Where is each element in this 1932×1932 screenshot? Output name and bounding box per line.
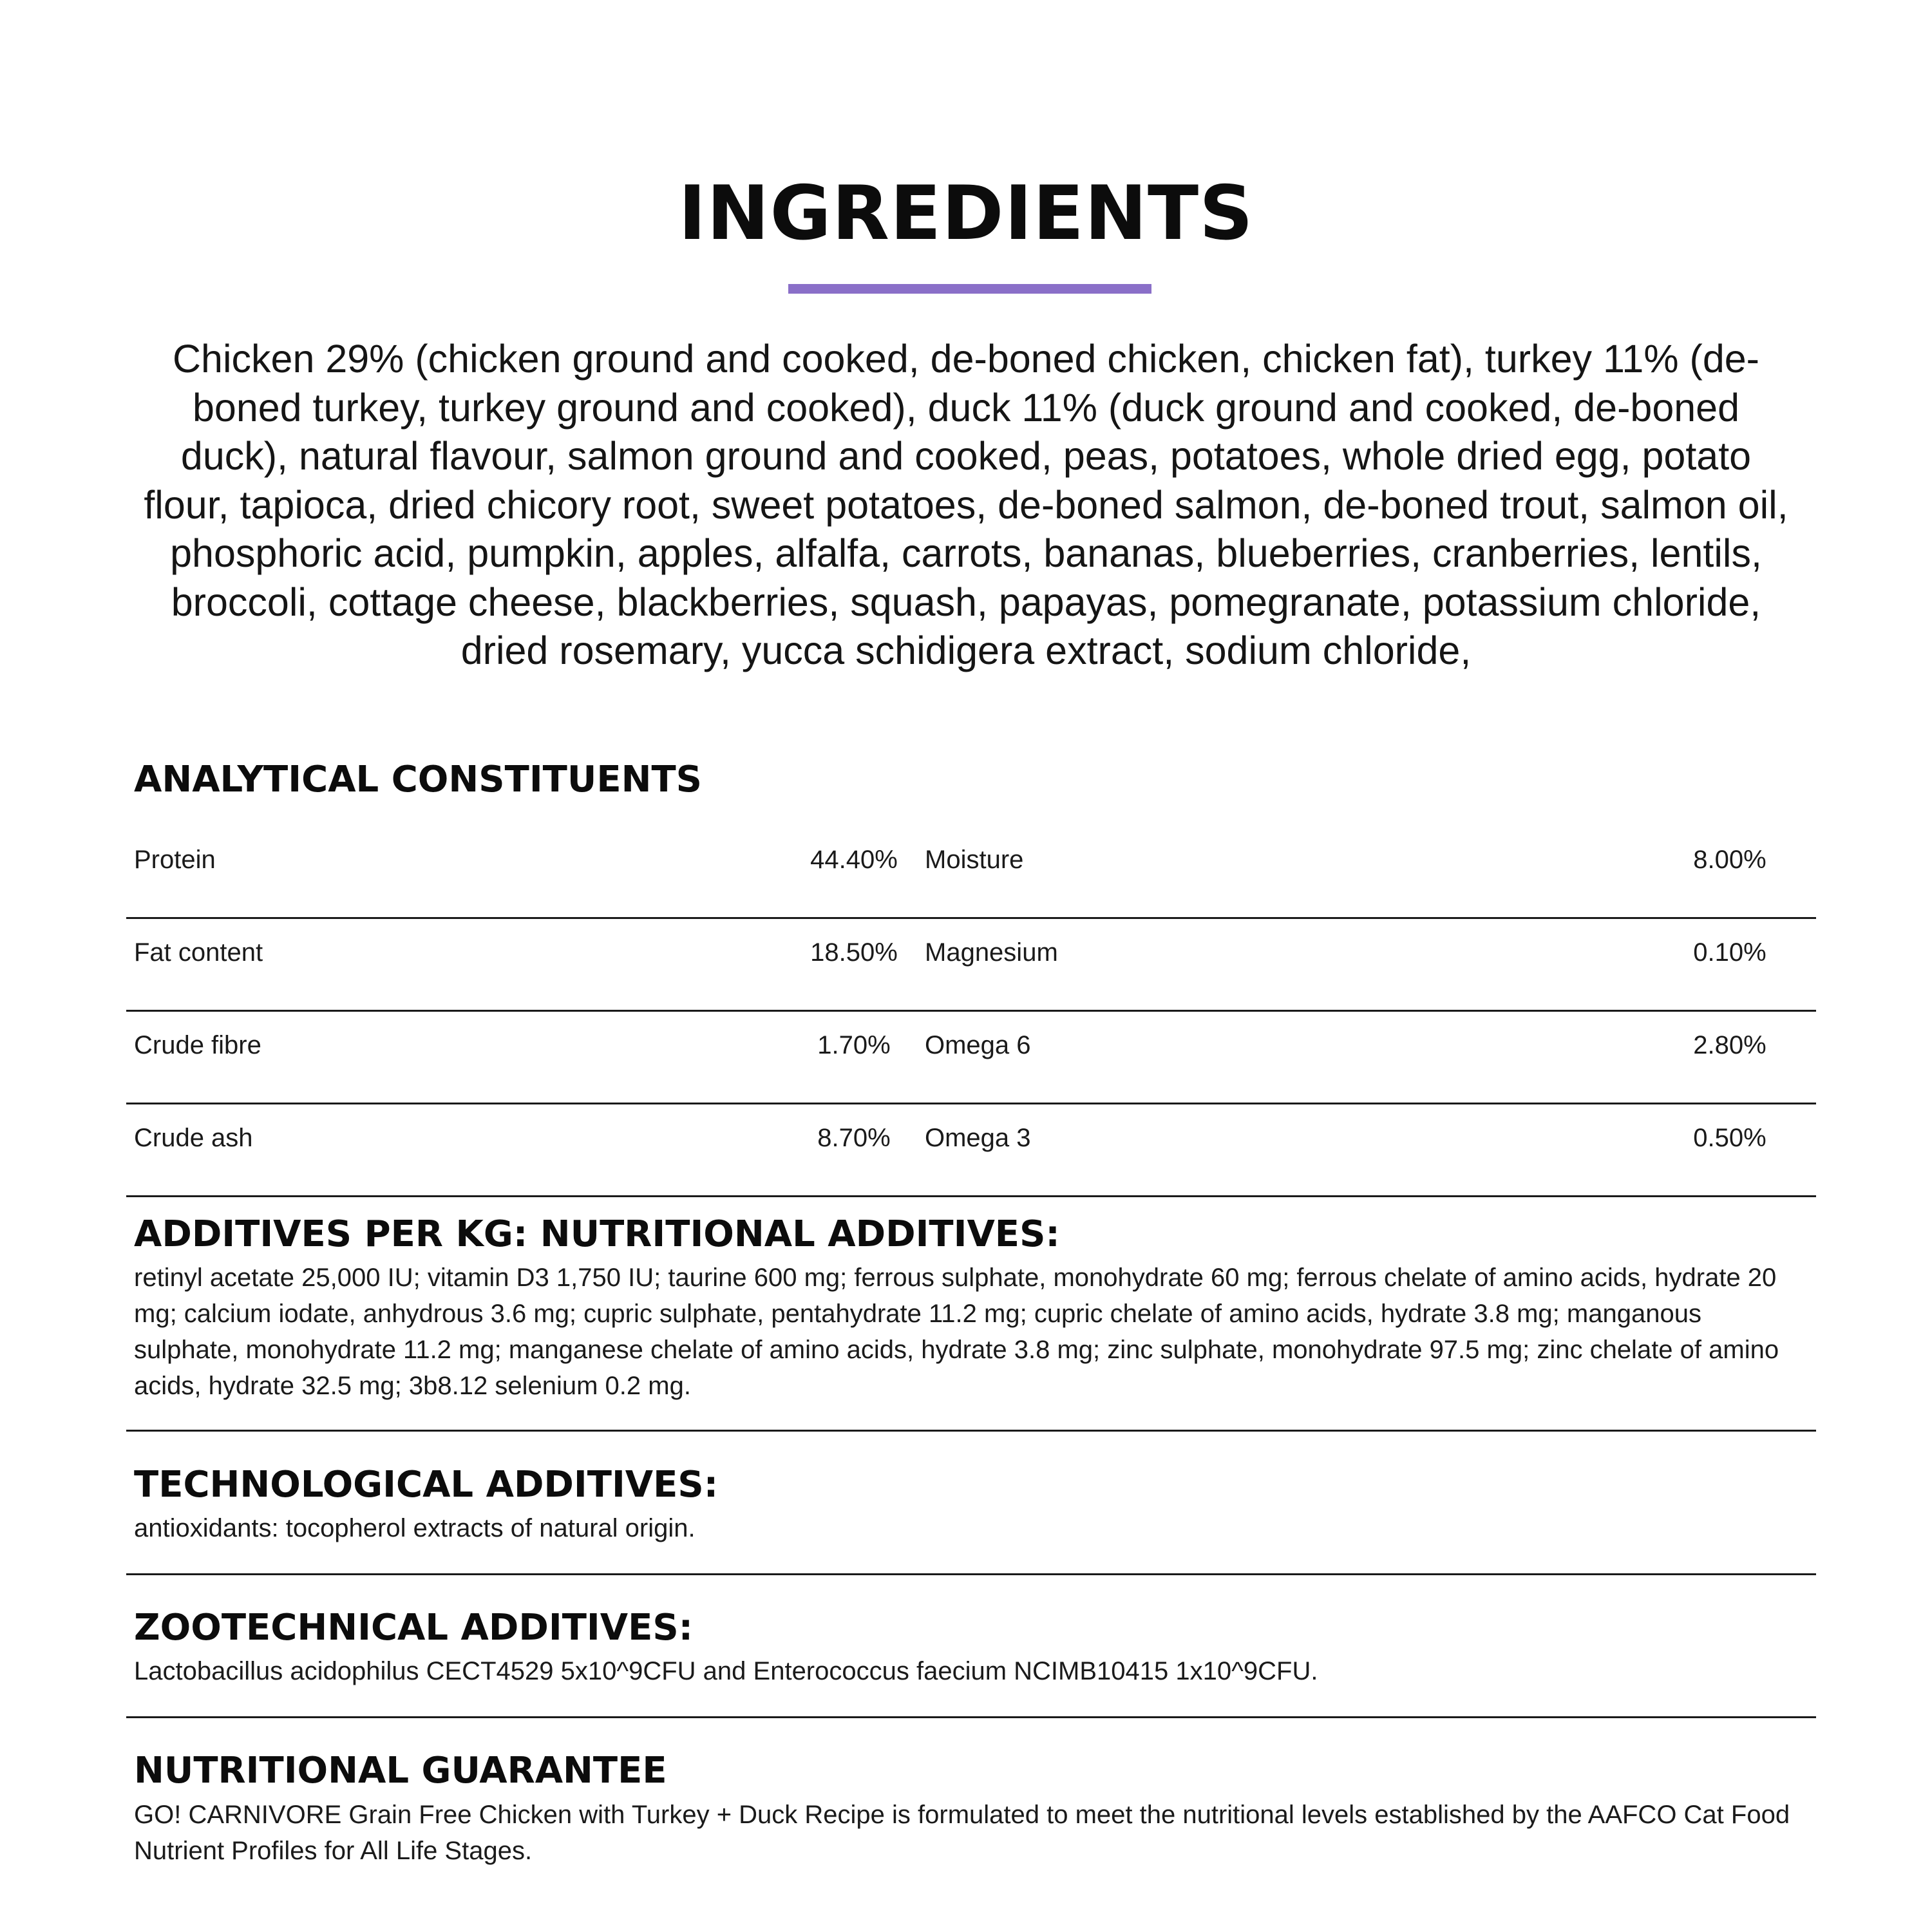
technological-additives-text: antioxidants: tocopherol extracts of natural origin.: [134, 1514, 696, 1542]
nutritional-additives-heading: ADDITIVES PER KG: NUTRITIONAL ADDITIVES:: [134, 1213, 1060, 1255]
page-title: INGREDIENTS: [678, 170, 1254, 257]
constituent-name: Protein: [134, 846, 216, 874]
constituent-value: 18.50%: [810, 938, 898, 967]
constituent-value: 0.10%: [1693, 938, 1766, 967]
zootechnical-additives-text: Lactobacillus acidophilus CECT4529 5x10^9CFU and Enterococcus faecium NCIMB10415 1x10^9CFU.: [134, 1657, 1318, 1685]
constituent-name: Magnesium: [925, 938, 1058, 967]
analytical-constituents-heading: ANALYTICAL CONSTITUENTS: [134, 759, 702, 800]
constituent-name: Fat content: [134, 938, 263, 967]
analytical-constituents-table: [126, 826, 1816, 1197]
technological-additives-heading: TECHNOLOGICAL ADDITIVES:: [134, 1464, 719, 1506]
constituent-value: 8.00%: [1693, 846, 1766, 874]
table-row: [126, 1104, 1816, 1197]
constituent-name: Omega 3: [925, 1124, 1031, 1152]
table-row: [126, 826, 1816, 919]
nutritional-guarantee-heading: NUTRITIONAL GUARANTEE: [134, 1750, 667, 1792]
table-row: [126, 919, 1816, 1012]
constituent-value: 8.70%: [817, 1124, 891, 1152]
section-divider: [126, 1430, 1816, 1432]
table-row: [126, 1012, 1816, 1104]
nutritional-additives-text: retinyl acetate 25,000 IU; vitamin D3 1,750 IU; taurine 600 mg; ferrous sulphate, monohydrate 60 mg; ferrous chelate of amino acids, hydrate 20 mg; calcium iodate, anhydrous 3.6 mg; cupric sulphate, pentahydrate 11.2 mg; cupric chelate of amino acids, hydrate 3.8 mg; manganous sulphate, monohydrate 11.2 mg; manganese chelate of amino acids, hydrate 3.8 mg; zinc sulphate, monohydrate 97.5 mg; zinc chelate of amino acids, hydrate 32.5 mg; 3b8.12 selenium 0.2 mg.: [134, 1264, 1779, 1400]
nutritional-guarantee-text: GO! CARNIVORE Grain Free Chicken with Turkey + Duck Recipe is formulated to meet the nutritional levels established by the AAFCO Cat Food Nutrient Profiles for All Life Stages.: [134, 1801, 1790, 1865]
title-underline: [788, 284, 1151, 294]
constituent-value: 2.80%: [1693, 1031, 1766, 1059]
section-divider: [126, 1573, 1816, 1575]
constituent-name: Moisture: [925, 846, 1024, 874]
constituent-name: Omega 6: [925, 1031, 1031, 1059]
constituent-name: Crude ash: [134, 1124, 253, 1152]
ingredients-list: Chicken 29% (chicken ground and cooked, de-boned chicken, chicken fat), turkey 11% (de-boned turkey, turkey ground and cooked), duck 11% (duck ground and cooked, de-boned duck), natural flavour, salmon ground and cooked, peas, potatoes, whole dried egg, potato flour, tapioca, dried chicory root, sweet potatoes, de-boned salmon, de-boned trout, salmon oil, phosphoric acid, pumpkin, apples, alfalfa, carrots, bananas, blueberries, cranberries, lentils, broccoli, cottage cheese, blackberries, squash, papayas, pomegranate, potassium chloride, dried rosemary, yucca schidigera extract, sodium chloride,: [144, 337, 1788, 672]
constituent-value: 44.40%: [810, 846, 898, 874]
constituent-value: 0.50%: [1693, 1124, 1766, 1152]
constituent-name: Crude fibre: [134, 1031, 261, 1059]
constituent-value: 1.70%: [817, 1031, 891, 1059]
zootechnical-additives-heading: ZOOTECHNICAL ADDITIVES:: [134, 1607, 694, 1649]
section-divider: [126, 1716, 1816, 1718]
